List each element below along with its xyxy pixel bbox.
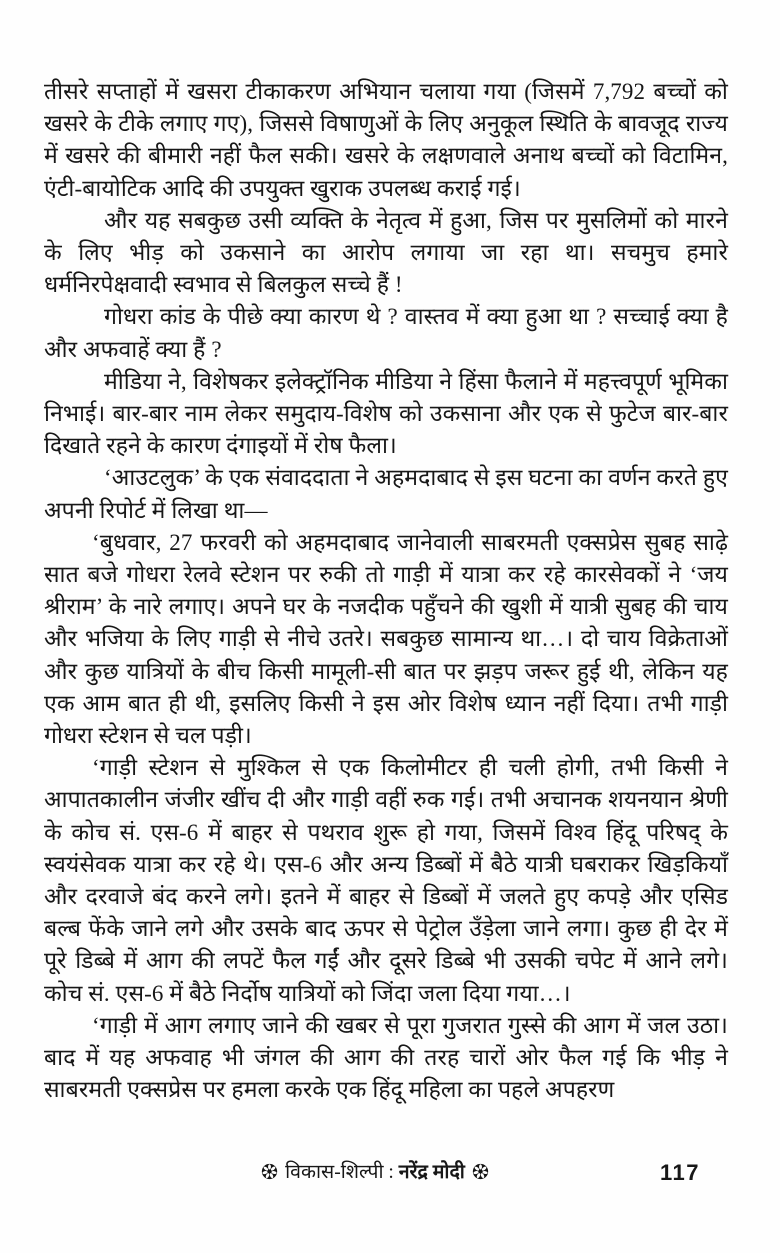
- rosette-ornament-icon: [472, 1163, 489, 1180]
- page-footer: [0, 1158, 780, 1192]
- page-body-text: [44, 76, 728, 1107]
- quote-paragraph: ‘गाड़ी में आग लगाए जाने की खबर से पूरा गुजरात गुस्से की आग में जल उठा। बाद में यह अफवाह भी जंगल की आग की तरह चारों ओर फैल गई कि भीड़ ने साबरमती एक्सप्रेस पर हमला करके एक हिंदू महिला का पहले अपहरण: [44, 1012, 728, 1103]
- body-paragraph: मीडिया ने, विशेषकर इलेक्ट्रॉनिक मीडिया ने हिंसा फैलाने में महत्त्वपूर्ण भूमिका निभाई। बार-बार नाम लेकर समुदाय-विशेष को उकसाना और एक से फुटेज बार-बार दिखाते रहने के कारण दंगाइयों में रोष फैला।: [44, 368, 728, 459]
- rosette-ornament-icon: [261, 1163, 278, 1180]
- body-paragraph: तीसरे सप्ताहों में खसरा टीकाकरण अभियान चलाया गया (जिसमें 7,792 बच्चों को खसरे के टीके लगाए गए), जिससे विषाणुओं के लिए अनुकूल स्थिति के बावजूद राज्य में खसरे की बीमारी नहीं फैल सकी। खसरे के लक्षणवाले अनाथ बच्चों को विटामिन, एंटी-बायोटिक आदि की उपयुक्त खुराक उपलब्ध कराई गई।: [44, 79, 728, 201]
- quote-paragraph: ‘गाड़ी स्टेशन से मुश्किल से एक किलोमीटर ही चली होगी, तभी किसी ने आपातकालीन जंजीर खींच दी और गाड़ी वहीं रुक गई। तभी अचानक शयनयान श्रेणी के कोच सं. एस-6 में बाहर से पथराव शुरू हो गया, जिसमें विश्व हिंदू परिषद् के स्वयंसेवक यात्रा कर रहे थे। एस-6 और अन्य डिब्बों में बैठे यात्री घबराकर खिड़कियाँ और दरवाजे बंद करने लगे। इतने में बाहर से डिब्बों में जलते हुए कपड़े और एसिड बल्ब फेंके जाने लगे और उसके बाद ऊपर से पेट्रोल उँड़ेला जाने लगा। कुछ ही देर में पूरे डिब्बे में आग की लपटें फैल गईं और दूसरे डिब्बे भी उसकी चपेट में आने लगे। कोच सं. एस-6 में बैठे निर्दोष यात्रियों को जिंदा जला दिया गया…।: [44, 755, 728, 1006]
- quote-paragraph: ‘बुधवार, 27 फरवरी को अहमदाबाद जानेवाली साबरमती एक्सप्रेस सुबह साढ़े सात बजे गोधरा रेलवे स्टेशन पर रुकी तो गाड़ी में यात्रा कर रहे कारसेवकों ने ‘जय श्रीराम’ के नारे लगाए। अपने घर के नजदीक पहुँचने की खुशी में यात्री सुबह की चाय और भजिया के लिए गाड़ी से नीचे उतरे। सबकुछ सामान्य था…। दो चाय विक्रेताओं और कुछ यात्रियों के बीच किसी मामूली-सी बात पर झड़प जरूर हुई थी, लेकिन यह एक आम बात ही थी, इसलिए किसी ने इस ओर विशेष ध्यान नहीं दिया। तभी गाड़ी गोधरा स्टेशन से चल पड़ी।: [44, 529, 728, 749]
- body-paragraph: ‘आउटलुक’ के एक संवाददाता ने अहमदाबाद से इस घटना का वर्णन करते हुए अपनी रिपोर्ट में लिखा था—: [44, 465, 728, 523]
- running-title-name: नरेंद्र मोदी: [398, 1162, 465, 1183]
- body-paragraph: और यह सबकुछ उसी व्यक्ति के नेतृत्व में हुआ, जिस पर मुसलिमों को मारने के लिए भीड़ को उकसाने का आरोप लगाया जा रहा था। सचमुच हमारे धर्मनिरपेक्षवादी स्वभाव से बिलकुल सच्चे हैं !: [44, 207, 728, 298]
- running-title-prefix: विकास-शिल्पी :: [285, 1162, 394, 1183]
- page-number: 117: [660, 1160, 700, 1185]
- body-paragraph: गोधरा कांड के पीछे क्या कारण थे ? वास्तव में क्या हुआ था ? सच्चाई क्या है और अफवाहें क्या हैं ?: [44, 304, 728, 362]
- running-title: [0, 1158, 750, 1188]
